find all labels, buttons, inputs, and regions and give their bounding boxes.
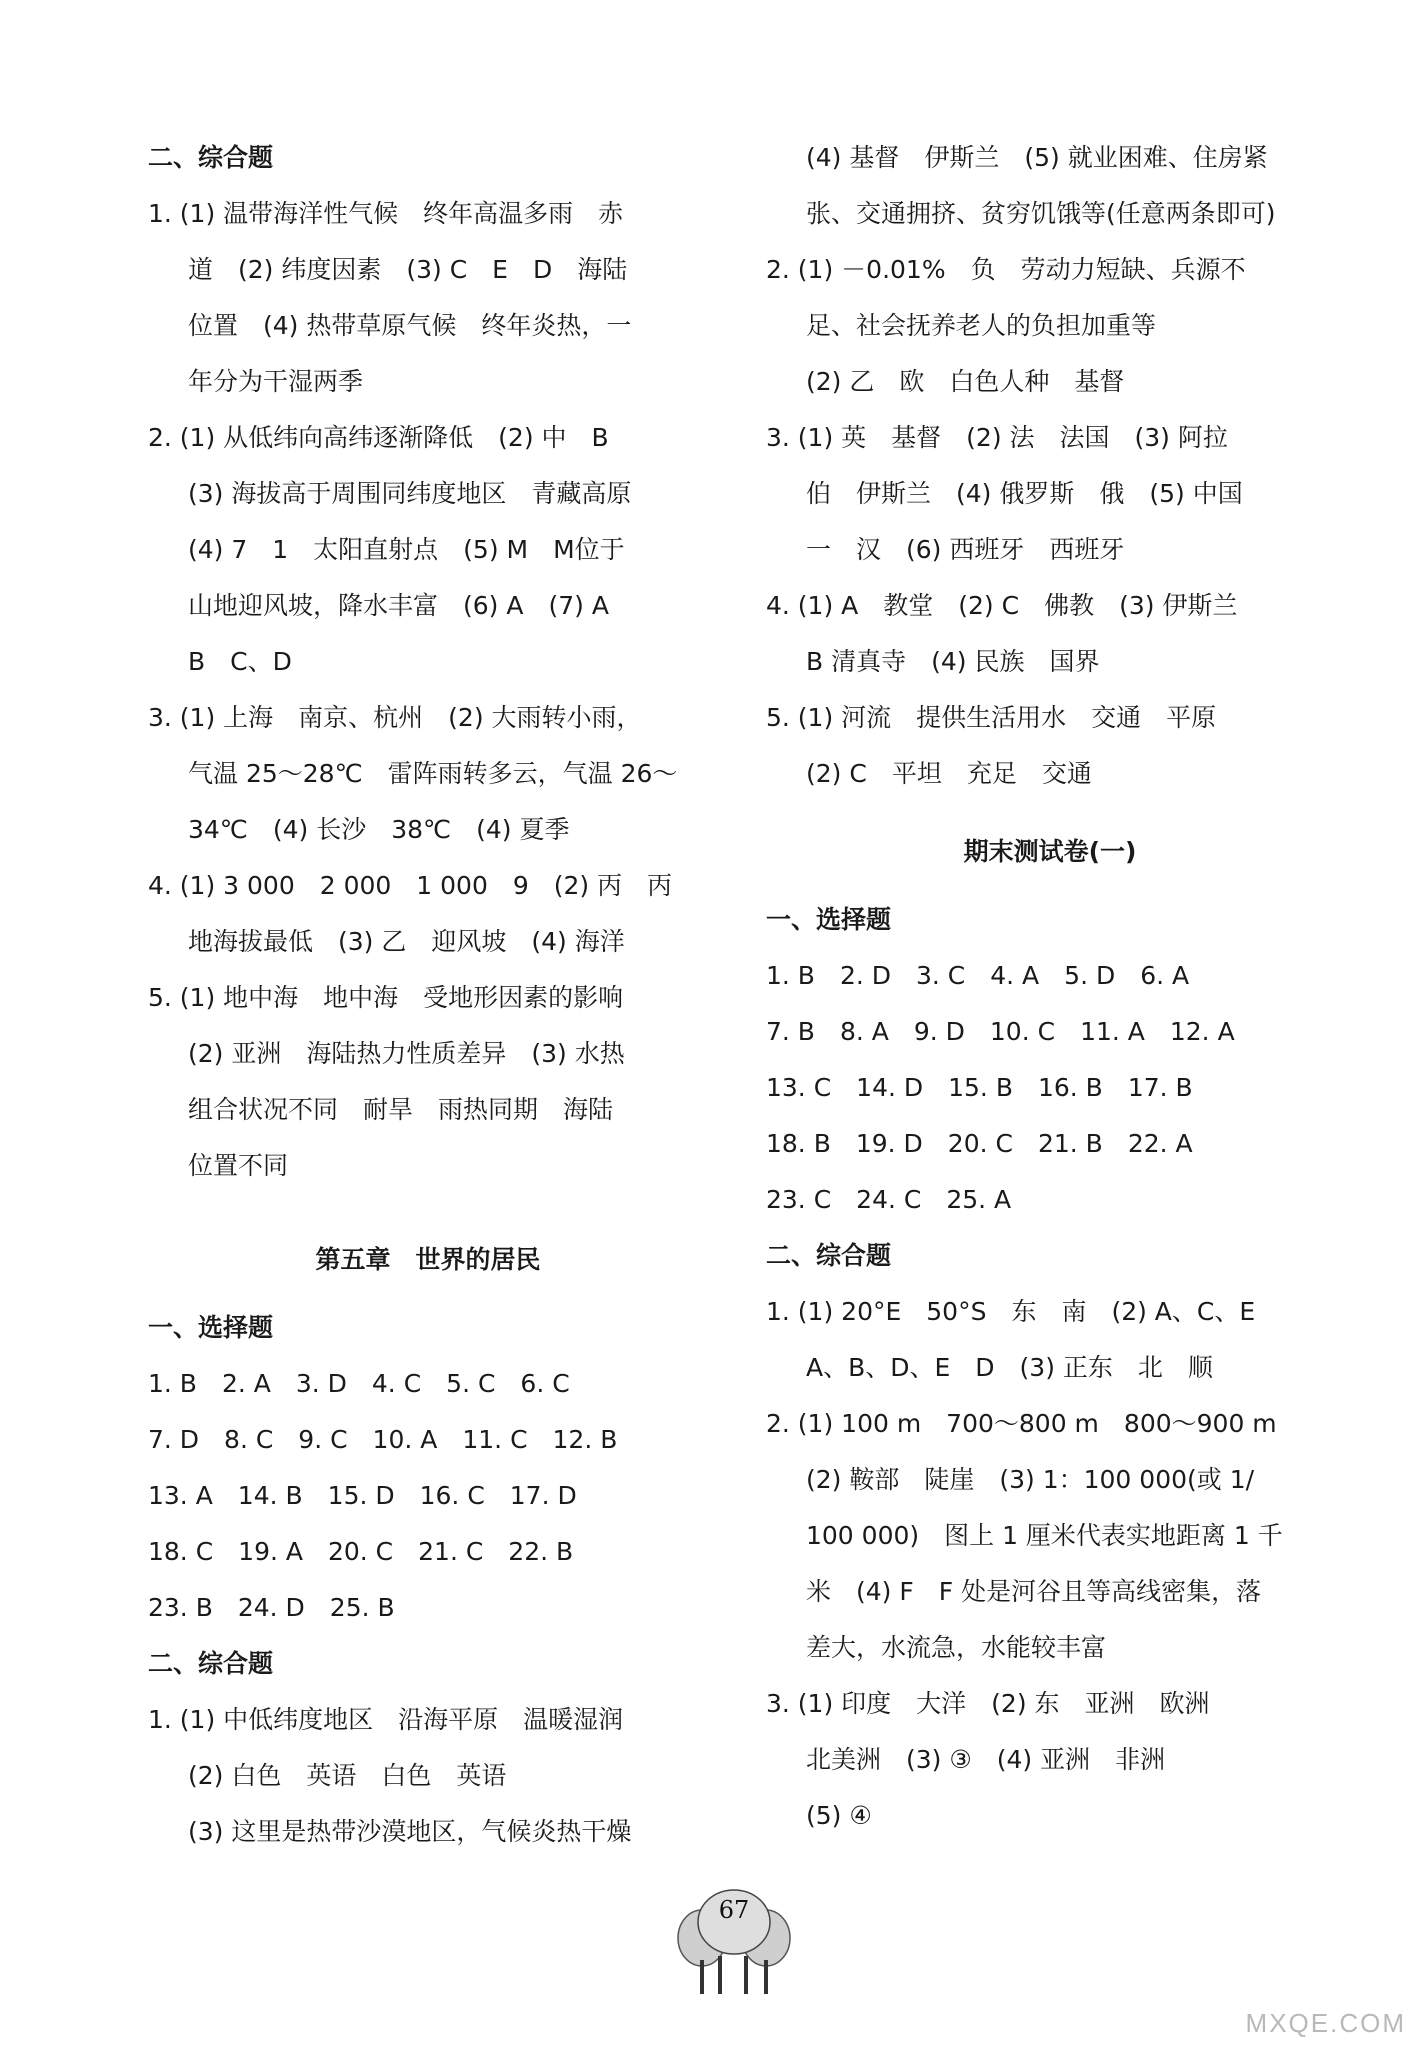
chapter-title: 第五章 世界的居民 (315, 1245, 541, 1274)
answer-line: 1. (1) 温带海洋性气候 终年高温多雨 赤 (148, 199, 624, 228)
section-heading: 二、综合题 (766, 1241, 892, 1270)
answer-line: 1. (1) 20°E 50°S 东 南 (2) A、C、E (766, 1297, 1256, 1326)
answer-line: 米 (4) F F 处是河谷且等高线密集，落 (806, 1577, 1262, 1606)
answer-line: 1. B 2. A 3. D 4. C 5. C 6. C (148, 1369, 570, 1398)
answer-line: 23. B 24. D 25. B (148, 1593, 395, 1622)
section-heading: 二、综合题 (148, 1649, 274, 1678)
answer-line: (2) 白色 英语 白色 英语 (188, 1761, 507, 1790)
answer-line: 7. D 8. C 9. C 10. A 11. C 12. B (148, 1425, 618, 1454)
watermark: MXQE.COM (1245, 2008, 1406, 2038)
answer-line: 差大，水流急，水能较丰富 (806, 1633, 1107, 1662)
answer-line: (3) 这里是热带沙漠地区，气候炎热干燥 (188, 1817, 632, 1846)
answer-line: 3. (1) 英 基督 (2) 法 法国 (3) 阿拉 (766, 423, 1228, 452)
answer-line: A、B、D、E D (3) 正东 北 顺 (806, 1353, 1213, 1382)
answer-line: 4. (1) 3 000 2 000 1 000 9 (2) 丙 丙 (148, 871, 673, 900)
answer-line: 北美洲 (3) ③ (4) 亚洲 非洲 (806, 1745, 1166, 1774)
answer-line: 13. A 14. B 15. D 16. C 17. D (148, 1481, 577, 1510)
answer-line: (2) 乙 欧 白色人种 基督 (806, 367, 1125, 396)
answer-line: (2) 亚洲 海陆热力性质差异 (3) 水热 (188, 1039, 625, 1068)
answer-line: 1. (1) 中低纬度地区 沿海平原 温暖湿润 (148, 1705, 624, 1734)
answer-line: B C、D (188, 647, 292, 676)
answer-line: 一 汉 (6) 西班牙 西班牙 (806, 535, 1125, 564)
answer-line: 3. (1) 上海 南京、杭州 (2) 大雨转小雨， (148, 703, 642, 732)
answer-line: 18. B 19. D 20. C 21. B 22. A (766, 1129, 1193, 1158)
page-number-badge (676, 1886, 792, 1998)
section-heading: 二、综合题 (148, 143, 274, 172)
answer-line: 位置不同 (188, 1151, 289, 1180)
answer-line: 地海拔最低 (3) 乙 迎风坡 (4) 海洋 (188, 927, 625, 956)
answer-line: 道 (2) 纬度因素 (3) C E D 海陆 (188, 255, 628, 284)
answer-line: 34℃ (4) 长沙 38℃ (4) 夏季 (188, 815, 570, 844)
answer-line: 张、交通拥挤、贫穷饥饿等(任意两条即可) (806, 199, 1276, 228)
answer-line: 18. C 19. A 20. C 21. C 22. B (148, 1537, 574, 1566)
answer-line: 位置 (4) 热带草原气候 终年炎热，一 (188, 311, 632, 340)
answer-line: (2) C 平坦 充足 交通 (806, 759, 1092, 788)
answer-line: 气温 25～28℃ 雷阵雨转多云，气温 26～ (188, 759, 678, 788)
answer-line: (5) ④ (806, 1801, 872, 1830)
answer-line: 2. (1) －0.01% 负 劳动力短缺、兵源不 (766, 255, 1246, 284)
answer-line: (3) 海拔高于周围同纬度地区 青藏高原 (188, 479, 632, 508)
answer-line: B 清真寺 (4) 民族 国界 (806, 647, 1100, 676)
section-heading: 一、选择题 (766, 905, 892, 934)
chapter-title: 期末测试卷(一) (963, 837, 1137, 866)
answer-line: 山地迎风坡，降水丰富 (6) A (7) A (188, 591, 609, 620)
answer-line: 4. (1) A 教堂 (2) C 佛教 (3) 伊斯兰 (766, 591, 1238, 620)
answer-line: 伯 伊斯兰 (4) 俄罗斯 俄 (5) 中国 (806, 479, 1243, 508)
right-column (766, 130, 1334, 1844)
answer-line: 年分为干湿两季 (188, 367, 364, 396)
answer-line: 足、社会抚养老人的负担加重等 (806, 311, 1157, 340)
answer-line: (4) 7 1 太阳直射点 (5) M M位于 (188, 535, 625, 564)
answer-line: 23. C 24. C 25. A (766, 1185, 1012, 1214)
page-number: 67 (718, 1896, 750, 1924)
answer-line: 组合状况不同 耐旱 雨热同期 海陆 (188, 1095, 614, 1124)
answer-line: 100 000) 图上 1 厘米代表实地距离 1 千 (806, 1521, 1283, 1550)
answer-line: 2. (1) 100 m 700～800 m 800～900 m (766, 1409, 1277, 1438)
section-heading: 一、选择题 (148, 1313, 274, 1342)
answer-line: 1. B 2. D 3. C 4. A 5. D 6. A (766, 961, 1190, 990)
answer-line: 5. (1) 河流 提供生活用水 交通 平原 (766, 703, 1217, 732)
answer-line: 3. (1) 印度 大洋 (2) 东 亚洲 欧洲 (766, 1689, 1210, 1718)
answer-line: 5. (1) 地中海 地中海 受地形因素的影响 (148, 983, 624, 1012)
answer-line: 7. B 8. A 9. D 10. C 11. A 12. A (766, 1017, 1235, 1046)
answer-line: (2) 鞍部 陡崖 (3) 1：100 000(或 1/ (806, 1465, 1255, 1494)
answer-line: (4) 基督 伊斯兰 (5) 就业困难、住房紧 (806, 143, 1268, 172)
answer-line: 13. C 14. D 15. B 16. B 17. B (766, 1073, 1193, 1102)
left-column (148, 130, 708, 1860)
answer-line: 2. (1) 从低纬向高纬逐渐降低 (2) 中 B (148, 423, 609, 452)
